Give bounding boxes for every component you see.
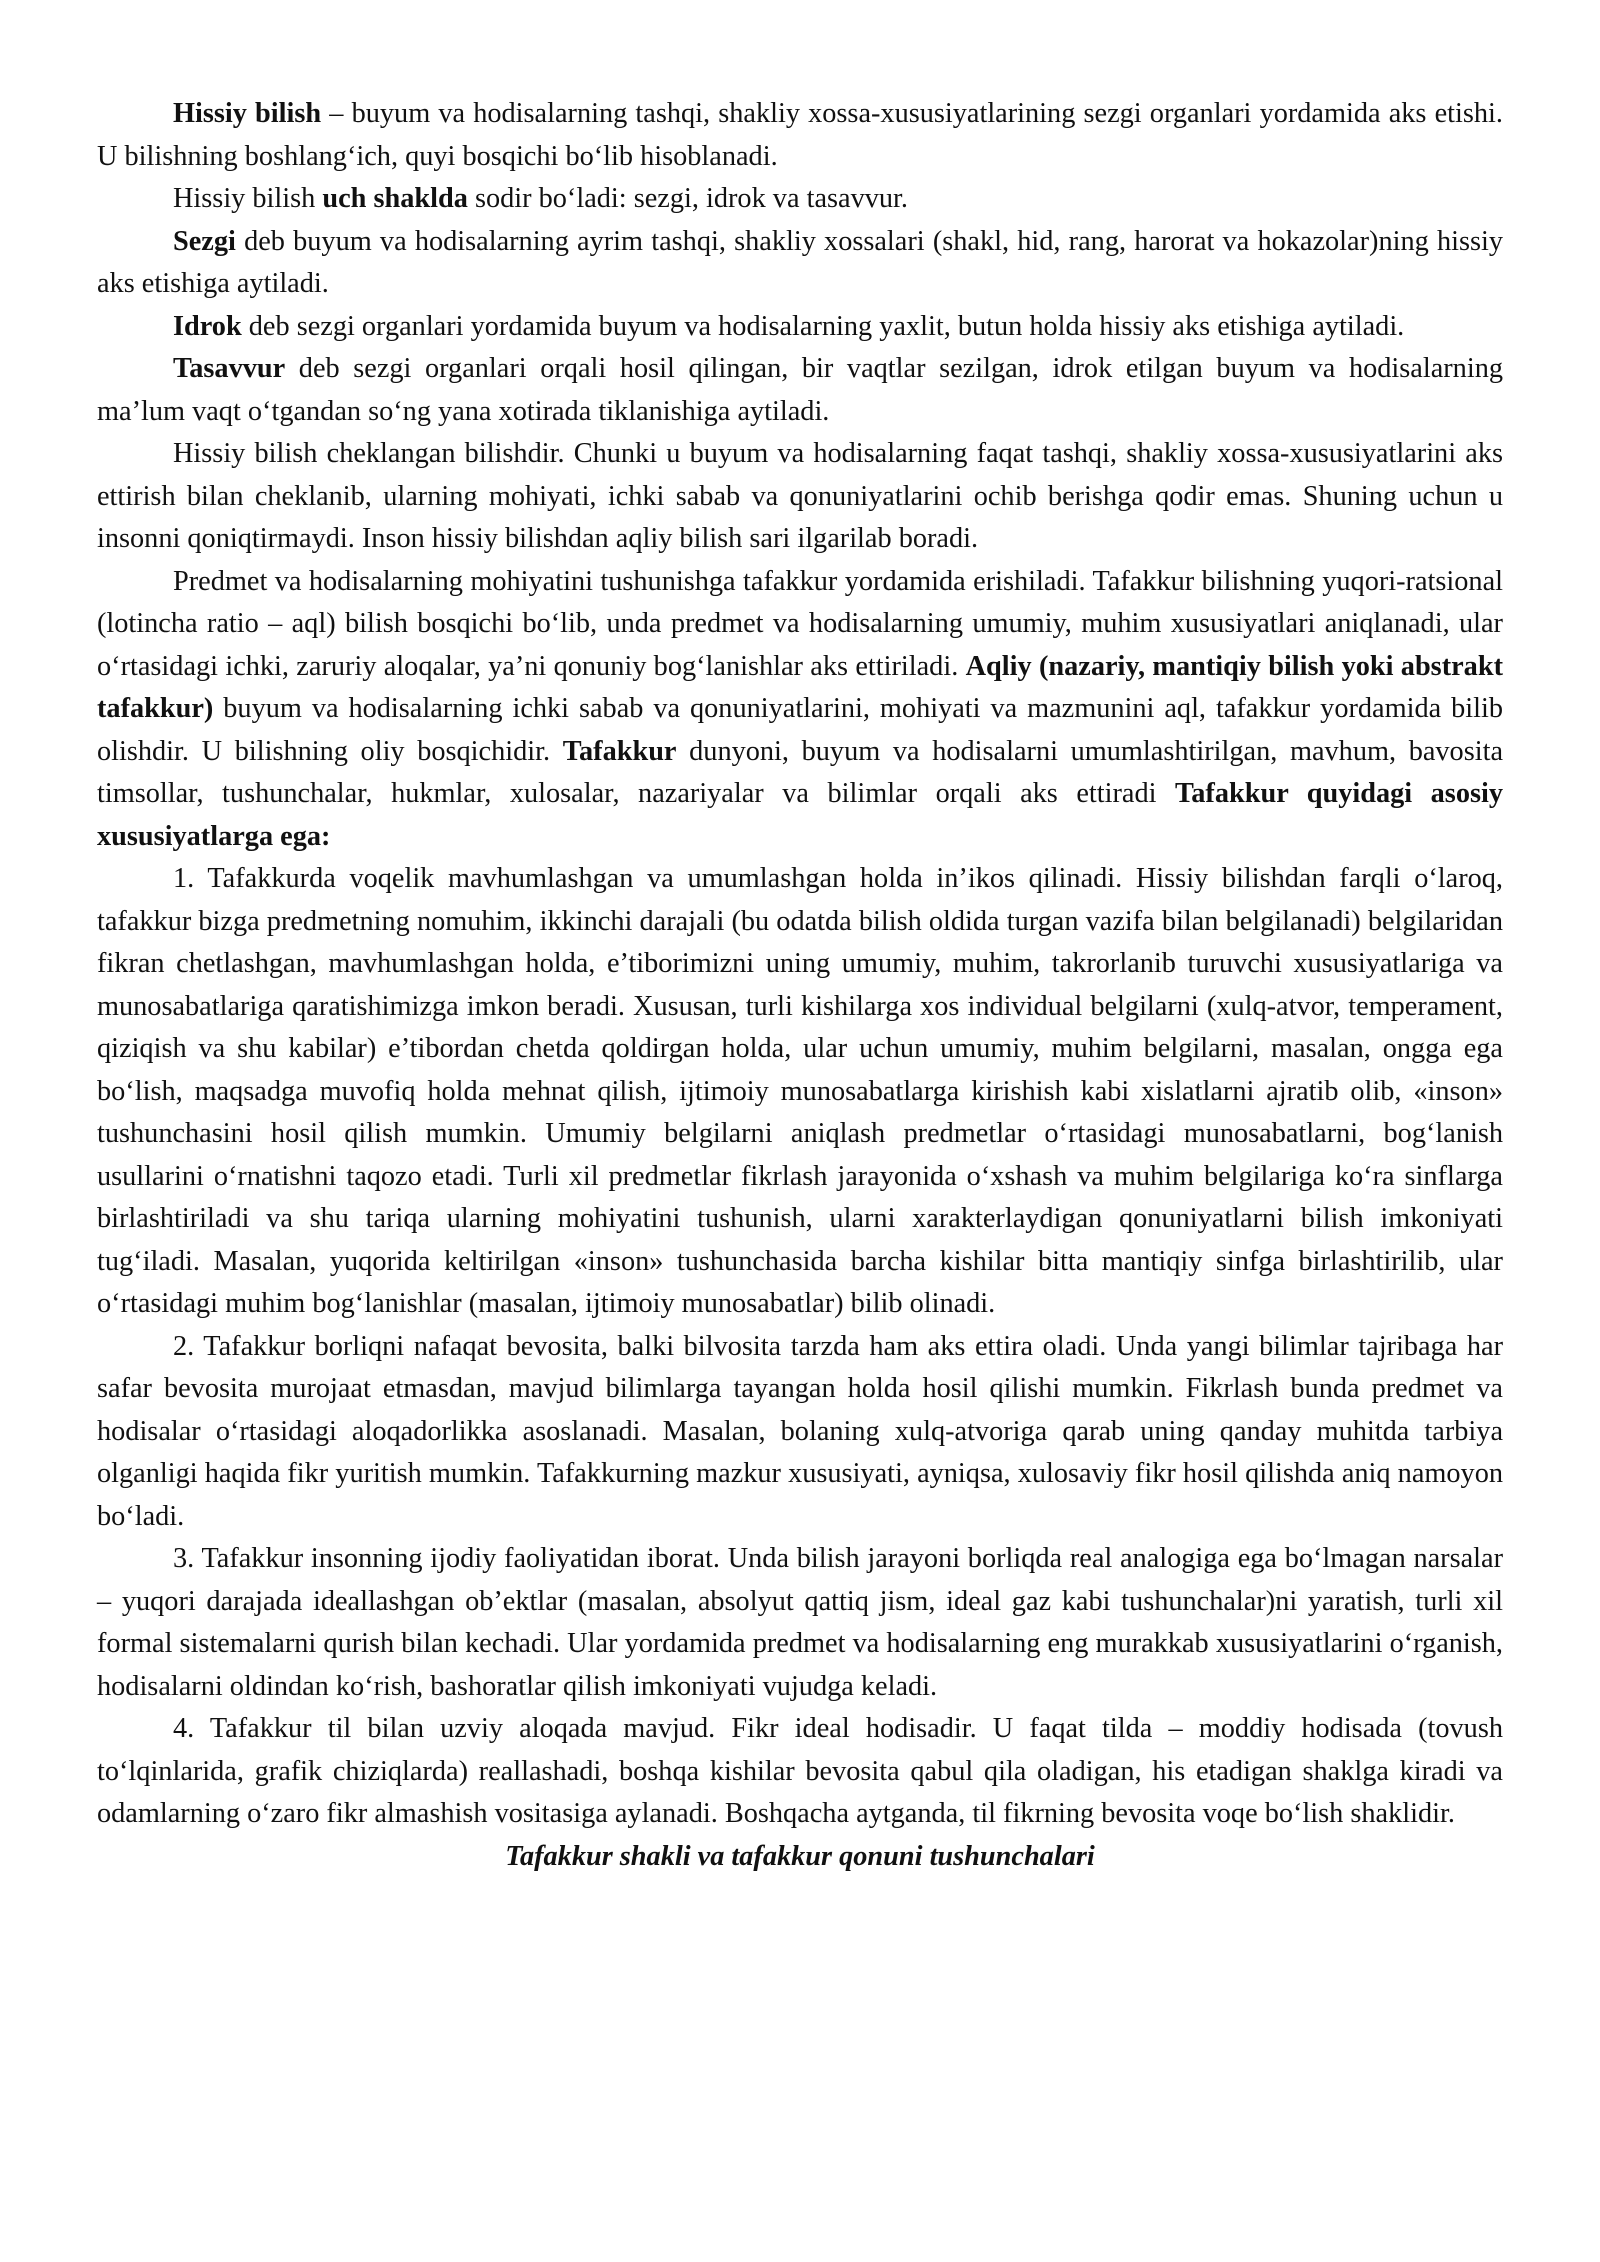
list-item-3: [97, 1538, 1503, 1708]
paragraph-sezgi: [97, 221, 1503, 306]
list-item-4: [97, 1708, 1503, 1836]
paragraph-tasavvur: [97, 348, 1503, 433]
paragraph-cheklangan-bilish: [97, 433, 1503, 561]
paragraph-text: 1. Tafakkurda voqelik mavhumlashgan va umumlashgan holda in’ikos qilinadi. Hissiy bilishdan farqli o‘laroq, tafakkur bizga predmetning nomuhim, ikkinchi darajali (bu odatda bilish oldida turgan vazifa bilan belgilanadi) belgilaridan fikran chetlashgan, mavhumlashgan holda, e’tiborimizni uning umumiy, muhim, takrorlanib turuvchi xususiyatlariga va munosabatlariga qaratishimizga imkon beradi. Xususan, turli kishilarga xos individual belgilarni (xulq-atvor, temperament, qiziqish va shu kabilar) e’tibordan chetda qoldirgan holda, ular uchun umumiy, muhim belgilarni, masalan, ongga ega bo‘lish, maqsadga muvofiq holda mehnat qilish, ijtimoiy munosabatlarga kirishish kabi xislatlarni ajratib olib, «inson» tushunchasini hosil qilish mumkin. Umumiy belgilarni aniqlash predmetlar o‘rtasidagi munosabatlarni, bog‘lanish usullarini o‘rnatishni taqozo etadi. Turli xil predmetlar fikrlash jarayonida o‘xshash va muhim belgilariga ko‘ra sinflarga birlashtiriladi va shu tariqa ularning mohiyatini tushunish, ularni xarakterlaydigan qonuniyatlarni bilish imkoniyati tug‘iladi. Masalan, yuqorida keltirilgan «inson» tushunchasida barcha kishilar bitta mantiqiy sinfga birlashtirilib, ular o‘rtasidagi muhim bog‘lanishlar (masalan, ijtimoiy munosabatlar) bilib olinadi.: [97, 863, 1503, 1319]
paragraph-text: 2. Tafakkur borliqni nafaqat bevosita, balki bilvosita tarzda ham aks ettira oladi. Unda yangi bilimlar tajribaga har safar bevosita murojaat etmasdan, mavjud bilimlarga tayangan holda hosil qilishi mumkin. Fikrlash bunda predmet va hodisalar o‘rtasidagi aloqadorlikka asoslanadi. Masalan, bolaning xulq-atvoriga qarab uning qanday muhitda tarbiya olganligi haqida fikr yuritish mumkin. Tafakkurning mazkur xususiyati, ayniqsa, xulosaviy fikr hosil qilishda aniq namoyon bo‘ladi.: [97, 1330, 1503, 1532]
document-page: [97, 93, 1503, 1878]
paragraph-hissiy-bilish: [97, 93, 1503, 178]
paragraph-text: deb sezgi organlari orqali hosil qilingan, bir vaqtlar sezilgan, idrok etilgan buyum va hodisalarning ma’lum vaqt o‘tgandan so‘ng yana xotirada tiklanishiga aytiladi.: [97, 353, 1503, 427]
paragraph-text: deb sezgi organlari yordamida buyum va hodisalarning yaxlit, butun holda hissiy aks etishiga aytiladi.: [241, 310, 1405, 342]
paragraph-text: – buyum va hodisalarning tashqi, shakliy xossa-xususiyatlarining sezgi organlari yordamida aks etishi. U bilishning boshlang‘ich, quyi bosqichi bo‘lib hisoblanadi.: [97, 98, 1503, 172]
paragraph-text: buyum va hodisalarning ichki sabab va qonuniyatlarini, mohiyati va mazmunini aql, tafakkur yordamida bilib olishdir. U bilishning oliy bosqichidir.: [97, 693, 1503, 767]
paragraph-tafakkur-intro: [97, 561, 1503, 859]
paragraph-text: sodir bo‘ladi: sezgi, idrok va tasavvur.: [467, 183, 908, 214]
paragraph-text: Hissiy bilish: [173, 183, 323, 214]
term-aqliy-bilish: Aqliy (nazariy, mantiqiy bilish yoki abstrakt tafakkur): [97, 650, 1503, 724]
paragraph-text: 3. Tafakkur insonning ijodiy faoliyatidan iborat. Unda bilish jarayoni borliqda real analogiga ega bo‘lmagan narsalar – yuqori darajada ideallashgan ob’ektlar (masalan, absolyut qattiq jism, ideal gaz kabi tushunchalar)ni yaratish, turli xil formal sistemalarni qurish bilan kechadi. Ular yordamida predmet va hodisalarning eng murakkab xususiyatlarini o‘rganish, hodisalarni oldindan ko‘rish, bashoratlar qilish imkoniyati vujudga keladi.: [97, 1543, 1503, 1702]
term-uch-shaklda: uch shaklda: [322, 183, 468, 214]
paragraph-text: Predmet va hodisalarning mohiyatini tushunishga tafakkur yordamida erishiladi. Tafakkur bilishning yuqori-ratsional (lotincha ratio – aql) bilish bosqichi bo‘lib, unda predmet va hodisalarning umumiy, muhim xususiyatlari aniqlanadi, ular o‘rtasidagi ichki, zaruriy aloqalar, ya’ni qonuniy bog‘lanishlar aks ettiriladi.: [97, 565, 1503, 682]
paragraph-text: deb buyum va hodisalarning ayrim tashqi, shakliy xossalari (shakl, hid, rang, harorat va hokazolar)ning hissiy aks etishiga aytiladi.: [97, 225, 1503, 299]
paragraph-idrok: [97, 306, 1503, 349]
term-xususiyatlar: Tafakkur quyidagi asosiy xususiyatlarga ega:: [97, 778, 1503, 852]
term-hissiy-bilish: Hissiy bilish: [173, 98, 322, 129]
term-sezgi: Sezgi: [173, 225, 236, 257]
term-tafakkur: Tafakkur: [562, 735, 677, 767]
paragraph-text: Hissiy bilish cheklangan bilishdir. Chunki u buyum va hodisalarning faqat tashqi, shakliy xossa-xususiyatlarini aks ettirish bilan cheklanib, ularning mohiyati, ichki sabab va qonuniyatlarini ochib berishga qodir emas. Shuning uchun u insonni qoniqtirmaydi. Inson hissiy bilishdan aqliy bilish sari ilgarilab boradi.: [97, 438, 1503, 554]
term-idrok: Idrok: [173, 310, 242, 342]
term-tasavvur: Tasavvur: [173, 353, 286, 384]
section-heading: Tafakkur shakli va tafakkur qonuni tushunchalari: [505, 1840, 1095, 1872]
list-item-2: [97, 1326, 1503, 1539]
paragraph-text: dunyoni, buyum va hodisalarni umumlashtirilgan, mavhum, bavosita timsollar, tushunchalar, hukmlar, xulosalar, nazariyalar va bilimlar orqali aks ettiradi: [97, 735, 1504, 809]
paragraph-uch-shakl: [97, 178, 1503, 221]
list-item-1: [97, 858, 1503, 1326]
paragraph-text: 4. Tafakkur til bilan uzviy aloqada mavjud. Fikr ideal hodisadir. U faqat tilda – moddiy hodisada (tovush to‘lqinlarida, grafik chiziqlarda) reallashadi, boshqa kishilar bevosita qabul qila oladigan, his etadigan shaklga kiradi va odamlarning o‘zaro fikr almashish vositasiga aylanadi. Boshqacha aytganda, til fikrning bevosita voqe bo‘lish shaklidir.: [97, 1713, 1503, 1829]
